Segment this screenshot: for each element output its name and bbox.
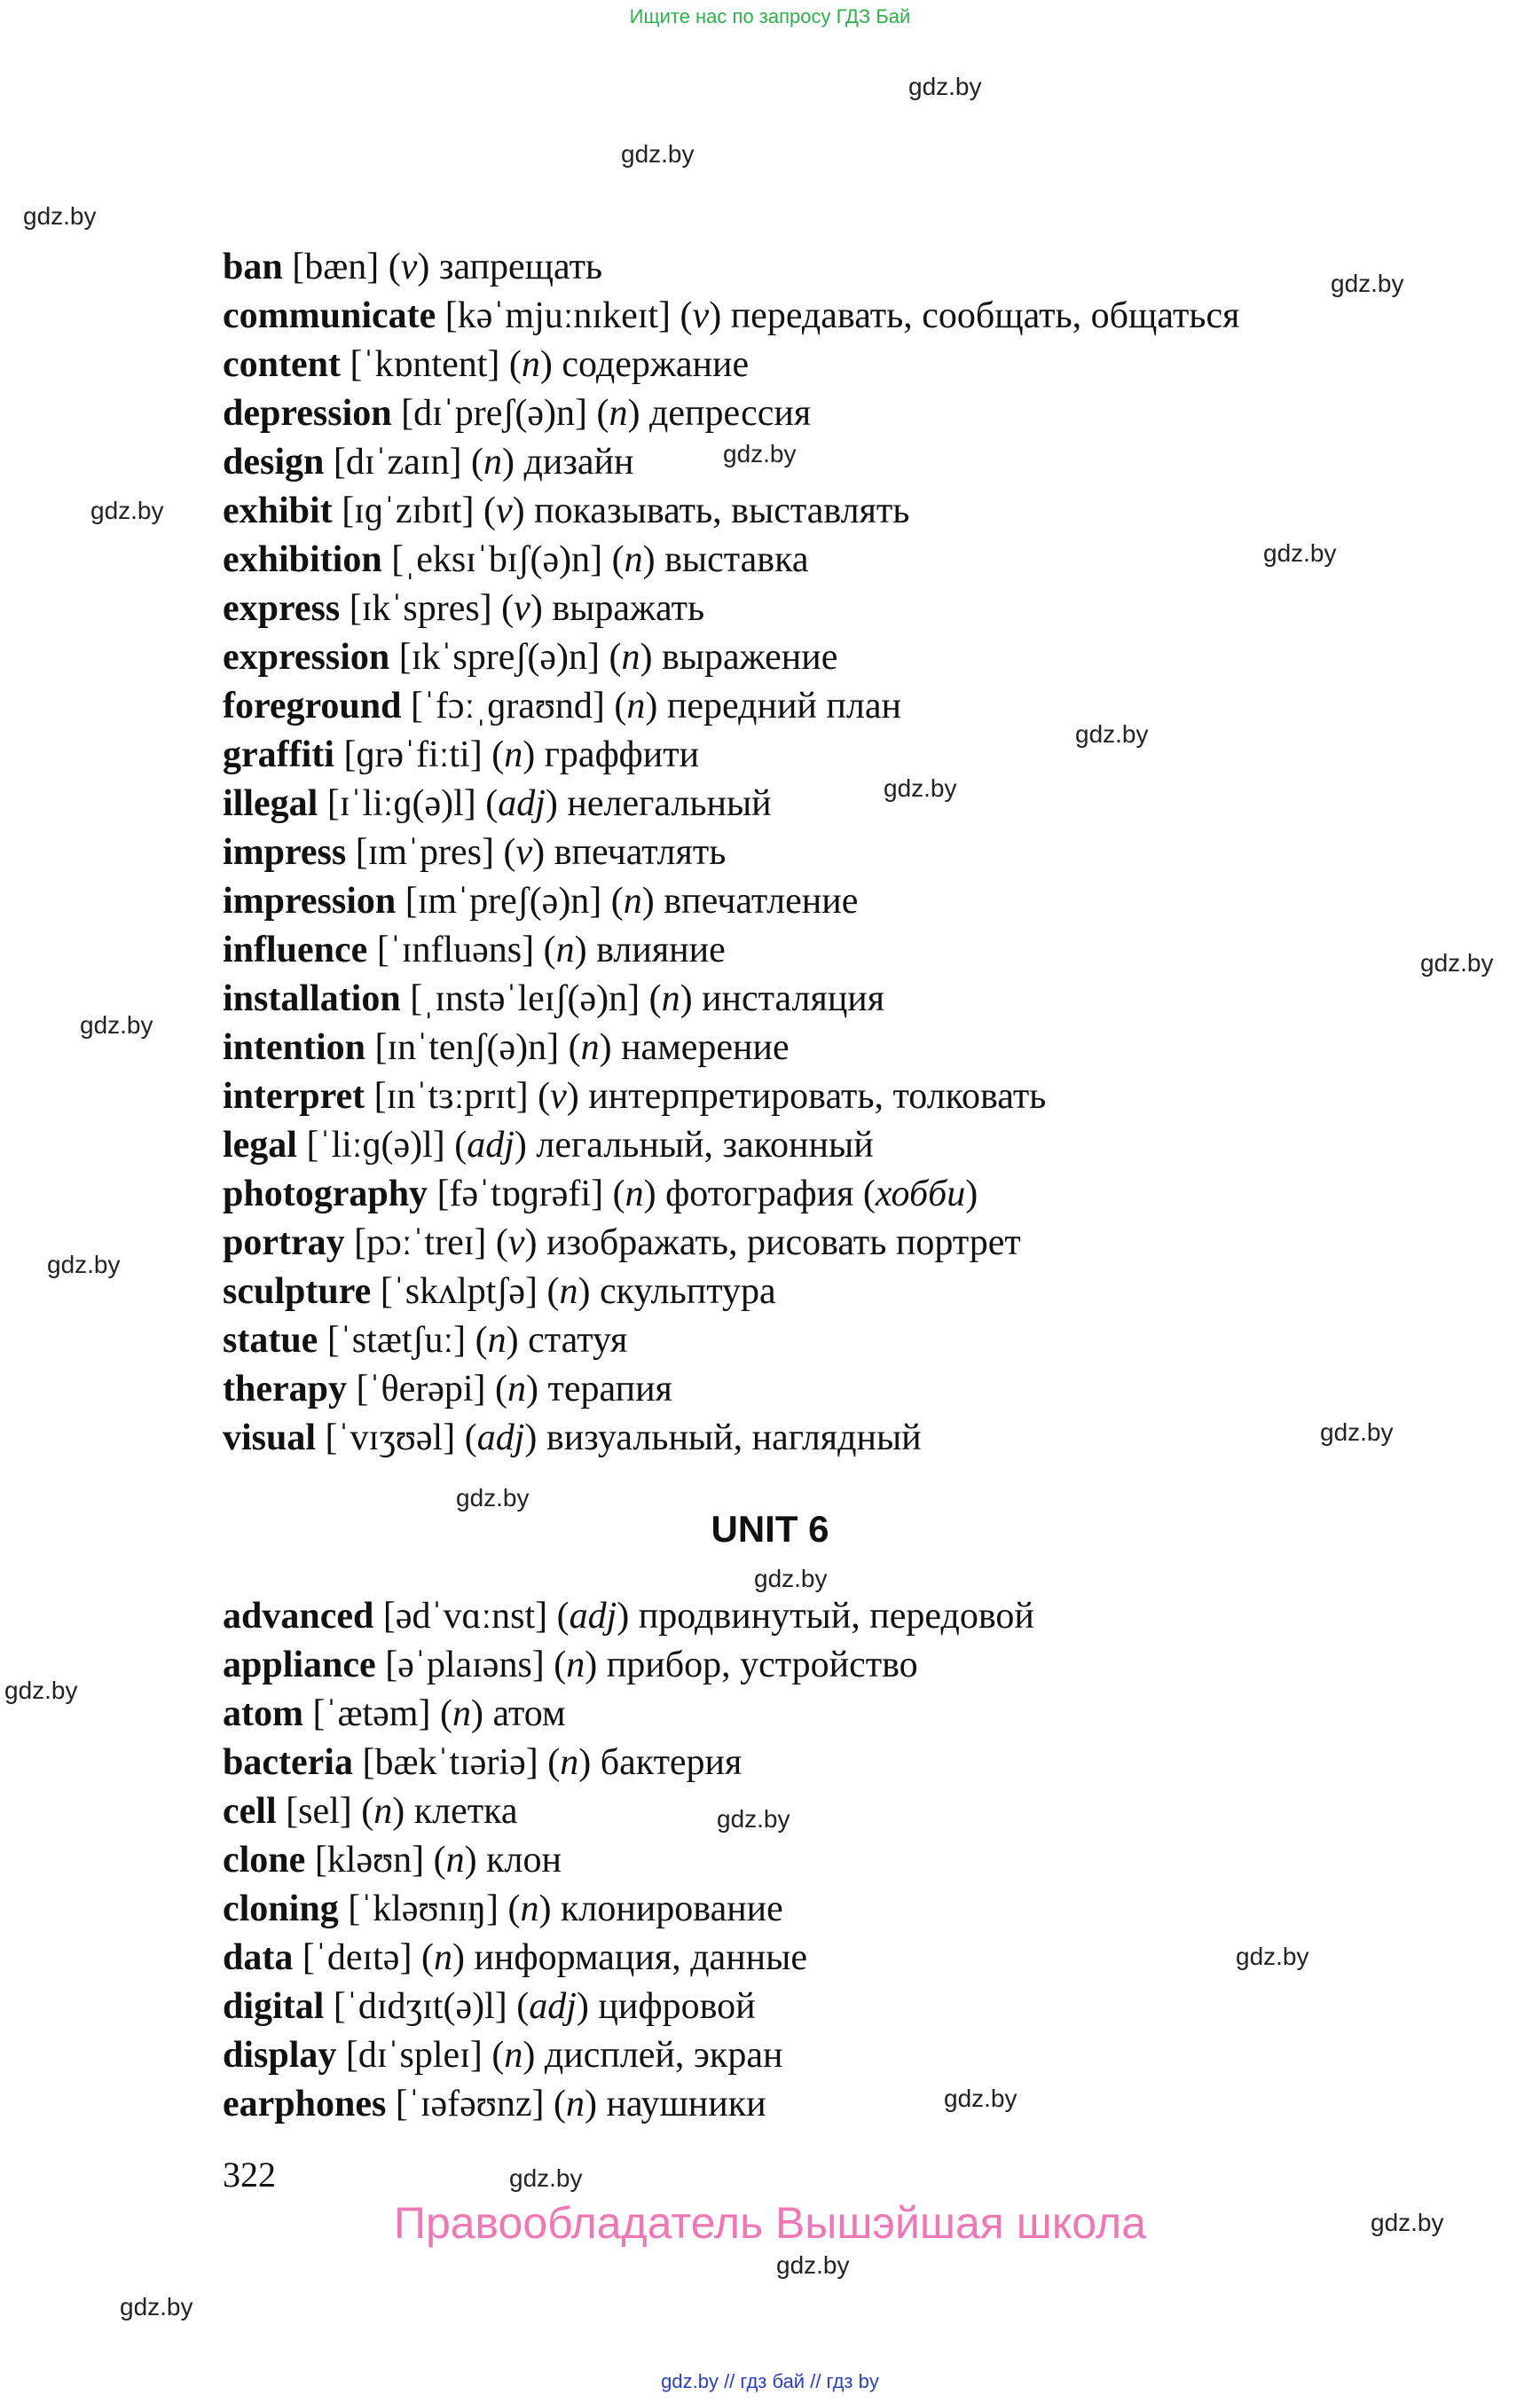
vocab-word: impress — [223, 832, 347, 873]
watermark: gdz.by — [1331, 270, 1404, 297]
watermark: gdz.by — [944, 2085, 1018, 2112]
vocab-transcription: [sel] — [286, 1791, 352, 1832]
vocab-transcription: [ˈskʌlptʃə] — [380, 1271, 538, 1312]
vocab-transcription: [ˈθerəpi] — [356, 1369, 486, 1410]
vocab-transcription: [kləʊn] — [314, 1840, 425, 1881]
vocab-meaning: показывать, выставлять — [534, 491, 910, 531]
vocab-word: installation — [223, 978, 401, 1019]
vocab-part-of-speech: n — [452, 1693, 471, 1734]
vocab-meaning: граффити — [544, 734, 700, 775]
vocab-part-of-speech: v — [692, 295, 710, 336]
watermark: gdz.by — [884, 774, 957, 802]
vocab-entry: visual [ˈvɪʒʊəl] (adj) визуальный, наглядный — [223, 1417, 922, 1458]
vocab-part-of-speech: adj — [498, 783, 546, 824]
vocab-transcription: [ˌɪnstəˈleɪʃ(ə)n] — [410, 978, 640, 1019]
vocab-entry: bacteria [bækˈtɪəriə] (n) бактерия — [223, 1742, 742, 1783]
vocab-part-of-speech: n — [433, 1937, 452, 1978]
vocab-meaning: впечатлять — [554, 832, 727, 873]
vocab-meaning: выражать — [552, 588, 705, 629]
vocab-transcription: [kəˈmjuːnɪkeɪt] — [444, 295, 672, 336]
vocab-transcription: [ˈvɪʒʊəl] — [325, 1417, 456, 1458]
vocab-transcription: [ˈkləʊnɪŋ] — [348, 1889, 499, 1929]
vocab-word: atom — [223, 1693, 303, 1734]
vocab-part-of-speech: v — [495, 491, 513, 531]
vocab-entry: foreground [ˈfɔːˌɡraʊnd] (n) передний план — [223, 686, 901, 726]
vocab-meaning: содержание — [562, 344, 750, 385]
vocab-part-of-speech: n — [559, 1271, 578, 1312]
vocab-meaning: дисплей, экран — [544, 2035, 783, 2076]
vocab-word: content — [223, 344, 341, 385]
vocab-part-of-speech: n — [621, 637, 640, 678]
vocab-transcription: [ˈfɔːˌɡraʊnd] — [410, 686, 605, 726]
vocab-entry: advanced [ədˈvɑːnst] (adj) продвинутый, передовой — [223, 1596, 1034, 1637]
rights-holder: Правообладатель Вышэйшая школа — [394, 2198, 1146, 2248]
vocab-part-of-speech: n — [626, 686, 646, 726]
vocab-meaning: статуя — [528, 1320, 628, 1361]
vocab-word: display — [223, 2035, 337, 2076]
vocab-entry: exhibit [ɪɡˈzɪbɪt] (v) показывать, выставлять — [223, 491, 910, 531]
vocab-part-of-speech: n — [487, 1320, 507, 1361]
vocab-meaning: клон — [486, 1840, 562, 1881]
vocab-meaning: бактерия — [600, 1742, 742, 1783]
vocab-word: bacteria — [223, 1742, 353, 1783]
vocab-entry: statue [ˈstætʃuː] (n) статуя — [223, 1320, 628, 1361]
page-number: 322 — [223, 2155, 276, 2195]
vocab-part-of-speech: adj — [476, 1417, 525, 1458]
vocab-transcription: [ədˈvɑːnst] — [382, 1596, 548, 1637]
vocab-entry: installation [ˌɪnstəˈleɪʃ(ə)n] (n) инсталяция — [223, 978, 885, 1019]
vocab-meaning: выставка — [664, 539, 809, 580]
watermark: gdz.by — [456, 1484, 530, 1512]
vocab-entry: illegal [ɪˈliːɡ(ə)l] (adj) нелегальный — [223, 783, 772, 824]
vocab-meaning: прибор, устройство — [606, 1645, 918, 1685]
vocab-entry: intention [ɪnˈtenʃ(ə)n] (n) намерение — [223, 1027, 790, 1068]
vocab-entry: design [dɪˈzaɪn] (n) дизайн — [223, 442, 634, 483]
watermark: gdz.by — [717, 1805, 790, 1833]
vocab-transcription: [ˈɪnfluəns] — [376, 930, 535, 970]
vocab-meaning: передний план — [666, 686, 901, 726]
vocab-word: impression — [223, 881, 397, 922]
vocab-entry: digital [ˈdɪdʒɪt(ə)l] (adj) цифровой — [223, 1986, 756, 2027]
vocab-part-of-speech: n — [555, 930, 575, 970]
vocab-entry: interpret [ɪnˈtɜːprɪt] (v) интерпретировать, толковать — [223, 1076, 1047, 1117]
vocab-meaning: намерение — [621, 1027, 790, 1068]
vocab-word: foreground — [223, 686, 402, 726]
vocab-entry: clone [kləʊn] (n) клон — [223, 1840, 562, 1881]
watermark: gdz.by — [1420, 949, 1494, 977]
vocab-transcription: [ɡrəˈfiːti] — [343, 734, 483, 775]
vocab-part-of-speech: adj — [467, 1125, 515, 1166]
watermark: gdz.by — [509, 2164, 583, 2192]
vocab-word: legal — [223, 1125, 297, 1166]
watermark: gdz.by — [1236, 1943, 1309, 1970]
watermark: gdz.by — [47, 1251, 121, 1278]
vocab-word: communicate — [223, 295, 436, 336]
vocab-meaning: скульптура — [600, 1271, 776, 1312]
vocab-word: therapy — [223, 1369, 347, 1410]
vocab-meaning: фотография — [665, 1174, 854, 1214]
vocab-transcription: [bækˈtɪəriə] — [362, 1742, 538, 1783]
vocab-meaning: визуальный, наглядный — [546, 1417, 922, 1458]
vocab-word: photography — [223, 1174, 428, 1214]
vocab-transcription: [ɪmˈpreʃ(ə)n] — [405, 881, 602, 922]
vocab-word: appliance — [223, 1645, 376, 1685]
vocab-transcription: [ˈkɒntent] — [350, 344, 500, 385]
vocab-entry: content [ˈkɒntent] (n) содержание — [223, 344, 750, 385]
vocab-meaning: цифровой — [598, 1986, 756, 2027]
vocab-transcription: [ɪnˈtɜːprɪt] — [373, 1076, 529, 1117]
vocab-part-of-speech: n — [507, 1369, 527, 1410]
vocab-meaning: изображать, рисовать портрет — [546, 1222, 1021, 1263]
vocab-word: visual — [223, 1417, 317, 1458]
vocab-meaning: продвинутый, передовой — [638, 1596, 1034, 1637]
vocab-entry: impression [ɪmˈpreʃ(ə)n] (n) впечатление — [223, 881, 859, 922]
vocab-word: exhibition — [223, 539, 382, 580]
watermark: gdz.by — [776, 2251, 850, 2279]
vocab-transcription: [fəˈtɒɡrəfi] — [436, 1174, 604, 1214]
vocab-transcription: [ɪmˈpres] — [355, 832, 495, 873]
watermark: gdz.by — [23, 202, 97, 230]
watermark: gdz.by — [80, 1011, 153, 1039]
vocab-entry: expression [ɪkˈspreʃ(ə)n] (n) выражение — [223, 637, 838, 678]
vocab-word: graffiti — [223, 734, 334, 775]
vocab-part-of-speech: v — [400, 247, 418, 287]
vocab-part-of-speech: n — [625, 1174, 644, 1214]
vocab-meaning: наушники — [606, 2084, 766, 2124]
vocab-word: influence — [223, 930, 368, 970]
vocab-word: digital — [223, 1986, 325, 2027]
vocab-entry: ban [bæn] (v) запрещать — [223, 247, 603, 287]
vocab-part-of-speech: n — [566, 1645, 585, 1685]
vocab-part-of-speech: n — [560, 1742, 579, 1783]
vocab-part-of-speech: n — [483, 442, 502, 483]
vocab-meaning: депрессия — [648, 393, 812, 434]
vocab-word: cell — [223, 1791, 277, 1832]
vocab-entry: appliance [əˈplaɪəns] (n) прибор, устройство — [223, 1645, 918, 1685]
vocab-entry: photography [fəˈtɒɡrəfi] (n) фотография (хобби) — [223, 1174, 978, 1214]
vocab-transcription: [ˈdeɪtə] — [302, 1937, 412, 1978]
vocab-part-of-speech: n — [661, 978, 680, 1019]
vocab-transcription: [dɪˈspleɪ] — [345, 2035, 483, 2076]
vocab-word: illegal — [223, 783, 318, 824]
watermark: gdz.by — [908, 73, 982, 100]
vocab-entry: portray [pɔːˈtreɪ] (v) изображать, рисовать портрет — [223, 1222, 1021, 1263]
vocab-word: portray — [223, 1222, 345, 1263]
unit-title: UNIT 6 — [711, 1508, 829, 1550]
vocab-part-of-speech: n — [624, 539, 643, 580]
vocab-meaning: влияние — [596, 930, 726, 970]
vocab-entry: earphones [ˈɪəfəʊnz] (n) наушники — [223, 2084, 766, 2124]
watermark: gdz.by — [1075, 720, 1149, 748]
vocab-transcription: [dɪˈzaɪn] — [333, 442, 462, 483]
vocab-entry: atom [ˈætəm] (n) атом — [223, 1693, 566, 1734]
vocab-word: clone — [223, 1840, 306, 1881]
vocab-part-of-speech: n — [445, 1840, 465, 1881]
vocab-word: data — [223, 1937, 294, 1978]
vocab-meaning: информация, данные — [474, 1937, 808, 1978]
vocab-part-of-speech: v — [514, 588, 530, 629]
vocab-part-of-speech: n — [609, 393, 628, 434]
vocab-meaning: нелегальный — [567, 783, 772, 824]
vocab-meaning: впечатление — [664, 881, 859, 922]
watermark: gdz.by — [90, 497, 164, 524]
vocab-part-of-speech: n — [373, 1791, 393, 1832]
vocab-meaning: клонирование — [560, 1889, 783, 1929]
vocab-word: advanced — [223, 1596, 374, 1637]
vocab-transcription: [ɪˈliːɡ(ə)l] — [326, 783, 476, 824]
vocab-transcription: [ˈdɪdʒɪt(ə)l] — [333, 1986, 507, 2027]
vocab-part-of-speech: n — [565, 2084, 585, 2124]
vocab-entry: depression [dɪˈpreʃ(ə)n] (n) депрессия — [223, 393, 812, 434]
vocab-meaning: передавать, сообщать, общаться — [730, 295, 1240, 336]
watermark: gdz.by — [1320, 1418, 1394, 1446]
vocab-word: design — [223, 442, 325, 483]
vocab-entry: influence [ˈɪnfluəns] (n) влияние — [223, 930, 726, 970]
vocab-part-of-speech: n — [580, 1027, 600, 1068]
vocab-part-of-speech: adj — [569, 1596, 617, 1637]
watermark: gdz.by — [120, 2293, 193, 2321]
vocab-entry: exhibition [ˌeksɪˈbɪʃ(ə)n] (n) выставка — [223, 539, 809, 580]
vocab-transcription: [ˌeksɪˈbɪʃ(ə)n] — [391, 539, 603, 580]
vocab-part-of-speech: n — [504, 734, 523, 775]
vocab-meaning: дизайн — [523, 442, 634, 483]
vocab-part-of-speech: n — [623, 881, 642, 922]
vocab-transcription: [ˈstætʃuː] — [326, 1320, 467, 1361]
watermark: gdz.by — [621, 140, 695, 168]
vocab-transcription: [əˈplaɪəns] — [385, 1645, 545, 1685]
vocab-meaning: инсталяция — [702, 978, 885, 1019]
vocab-word: expression — [223, 637, 390, 678]
vocab-word: sculpture — [223, 1271, 372, 1312]
watermark: gdz.by — [4, 1677, 78, 1704]
vocab-word: depression — [223, 393, 392, 434]
vocab-transcription: [ˈliːɡ(ə)l] — [306, 1125, 445, 1166]
vocab-word: statue — [223, 1320, 318, 1361]
vocab-transcription: [ˈɪəfəʊnz] — [395, 2084, 545, 2124]
vocab-transcription: [pɔːˈtreɪ] — [354, 1222, 487, 1263]
vocab-part-of-speech: n — [504, 2035, 523, 2076]
vocab-word: intention — [223, 1027, 366, 1068]
vocab-note: хобби — [875, 1174, 966, 1214]
vocab-part-of-speech: v — [515, 832, 533, 873]
vocab-meaning: клетка — [413, 1791, 518, 1832]
vocab-meaning: запрещать — [438, 247, 603, 287]
vocab-word: exhibit — [223, 491, 333, 531]
vocab-transcription: [ɪnˈtenʃ(ə)n] — [374, 1027, 560, 1068]
vocab-entry: data [ˈdeɪtə] (n) информация, данные — [223, 1937, 808, 1978]
vocab-meaning: легальный, законный — [536, 1125, 874, 1166]
vocab-transcription: [ɪkˈspres] — [349, 588, 492, 629]
vocab-entry: communicate [kəˈmjuːnɪkeɪt] (v) передавать, сообщать, общаться — [223, 295, 1240, 336]
vocab-entry: express [ɪkˈspres] (v) выражать — [223, 588, 705, 629]
vocab-entry: cloning [ˈkləʊnɪŋ] (n) клонирование — [223, 1889, 783, 1929]
vocab-transcription: [dɪˈpreʃ(ə)n] — [401, 393, 587, 434]
vocab-entry: therapy [ˈθerəpi] (n) терапия — [223, 1369, 672, 1410]
vocab-entry: cell [sel] (n) клетка — [223, 1791, 518, 1832]
vocab-meaning: выражение — [661, 637, 838, 678]
watermark: gdz.by — [723, 440, 797, 467]
vocabulary-list-unit6 — [223, 1592, 1482, 2129]
vocab-meaning: терапия — [547, 1369, 672, 1410]
top-banner: Ищите нас по запросу ГДЗ Бай — [629, 5, 911, 27]
vocab-entry: graffiti [ɡrəˈfiːti] (n) граффити — [223, 734, 700, 775]
vocab-transcription: [ɪɡˈzɪbɪt] — [342, 491, 475, 531]
vocab-part-of-speech: n — [521, 344, 540, 385]
vocab-entry: display [dɪˈspleɪ] (n) дисплей, экран — [223, 2035, 783, 2076]
watermark: gdz.by — [1263, 539, 1337, 567]
vocab-part-of-speech: v — [507, 1222, 525, 1263]
vocab-entry: impress [ɪmˈpres] (v) впечатлять — [223, 832, 727, 873]
vocab-part-of-speech: v — [550, 1076, 567, 1117]
vocab-meaning: атом — [492, 1693, 566, 1734]
vocab-word: ban — [223, 247, 283, 287]
vocabulary-list-unit5 — [223, 243, 1482, 1463]
vocab-word: earphones — [223, 2084, 387, 2124]
vocab-word: interpret — [223, 1076, 365, 1117]
footer-links[interactable]: gdz.by // гдз бай // гдз by — [661, 2370, 879, 2392]
vocab-part-of-speech: n — [520, 1889, 539, 1929]
vocab-word: express — [223, 588, 341, 629]
watermark: gdz.by — [754, 1565, 828, 1592]
vocab-meaning: интерпретировать, толковать — [588, 1076, 1047, 1117]
vocab-transcription: [ˈætəm] — [312, 1693, 431, 1734]
vocab-transcription: [ɪkˈspreʃ(ə)n] — [398, 637, 600, 678]
vocab-part-of-speech: adj — [529, 1986, 577, 2027]
watermark: gdz.by — [1371, 2209, 1444, 2236]
vocab-entry: sculpture [ˈskʌlptʃə] (n) скульптура — [223, 1271, 776, 1312]
vocab-transcription: [bæn] — [292, 247, 380, 287]
vocab-word: cloning — [223, 1889, 339, 1929]
vocab-entry: legal [ˈliːɡ(ə)l] (adj) легальный, законный — [223, 1125, 874, 1166]
